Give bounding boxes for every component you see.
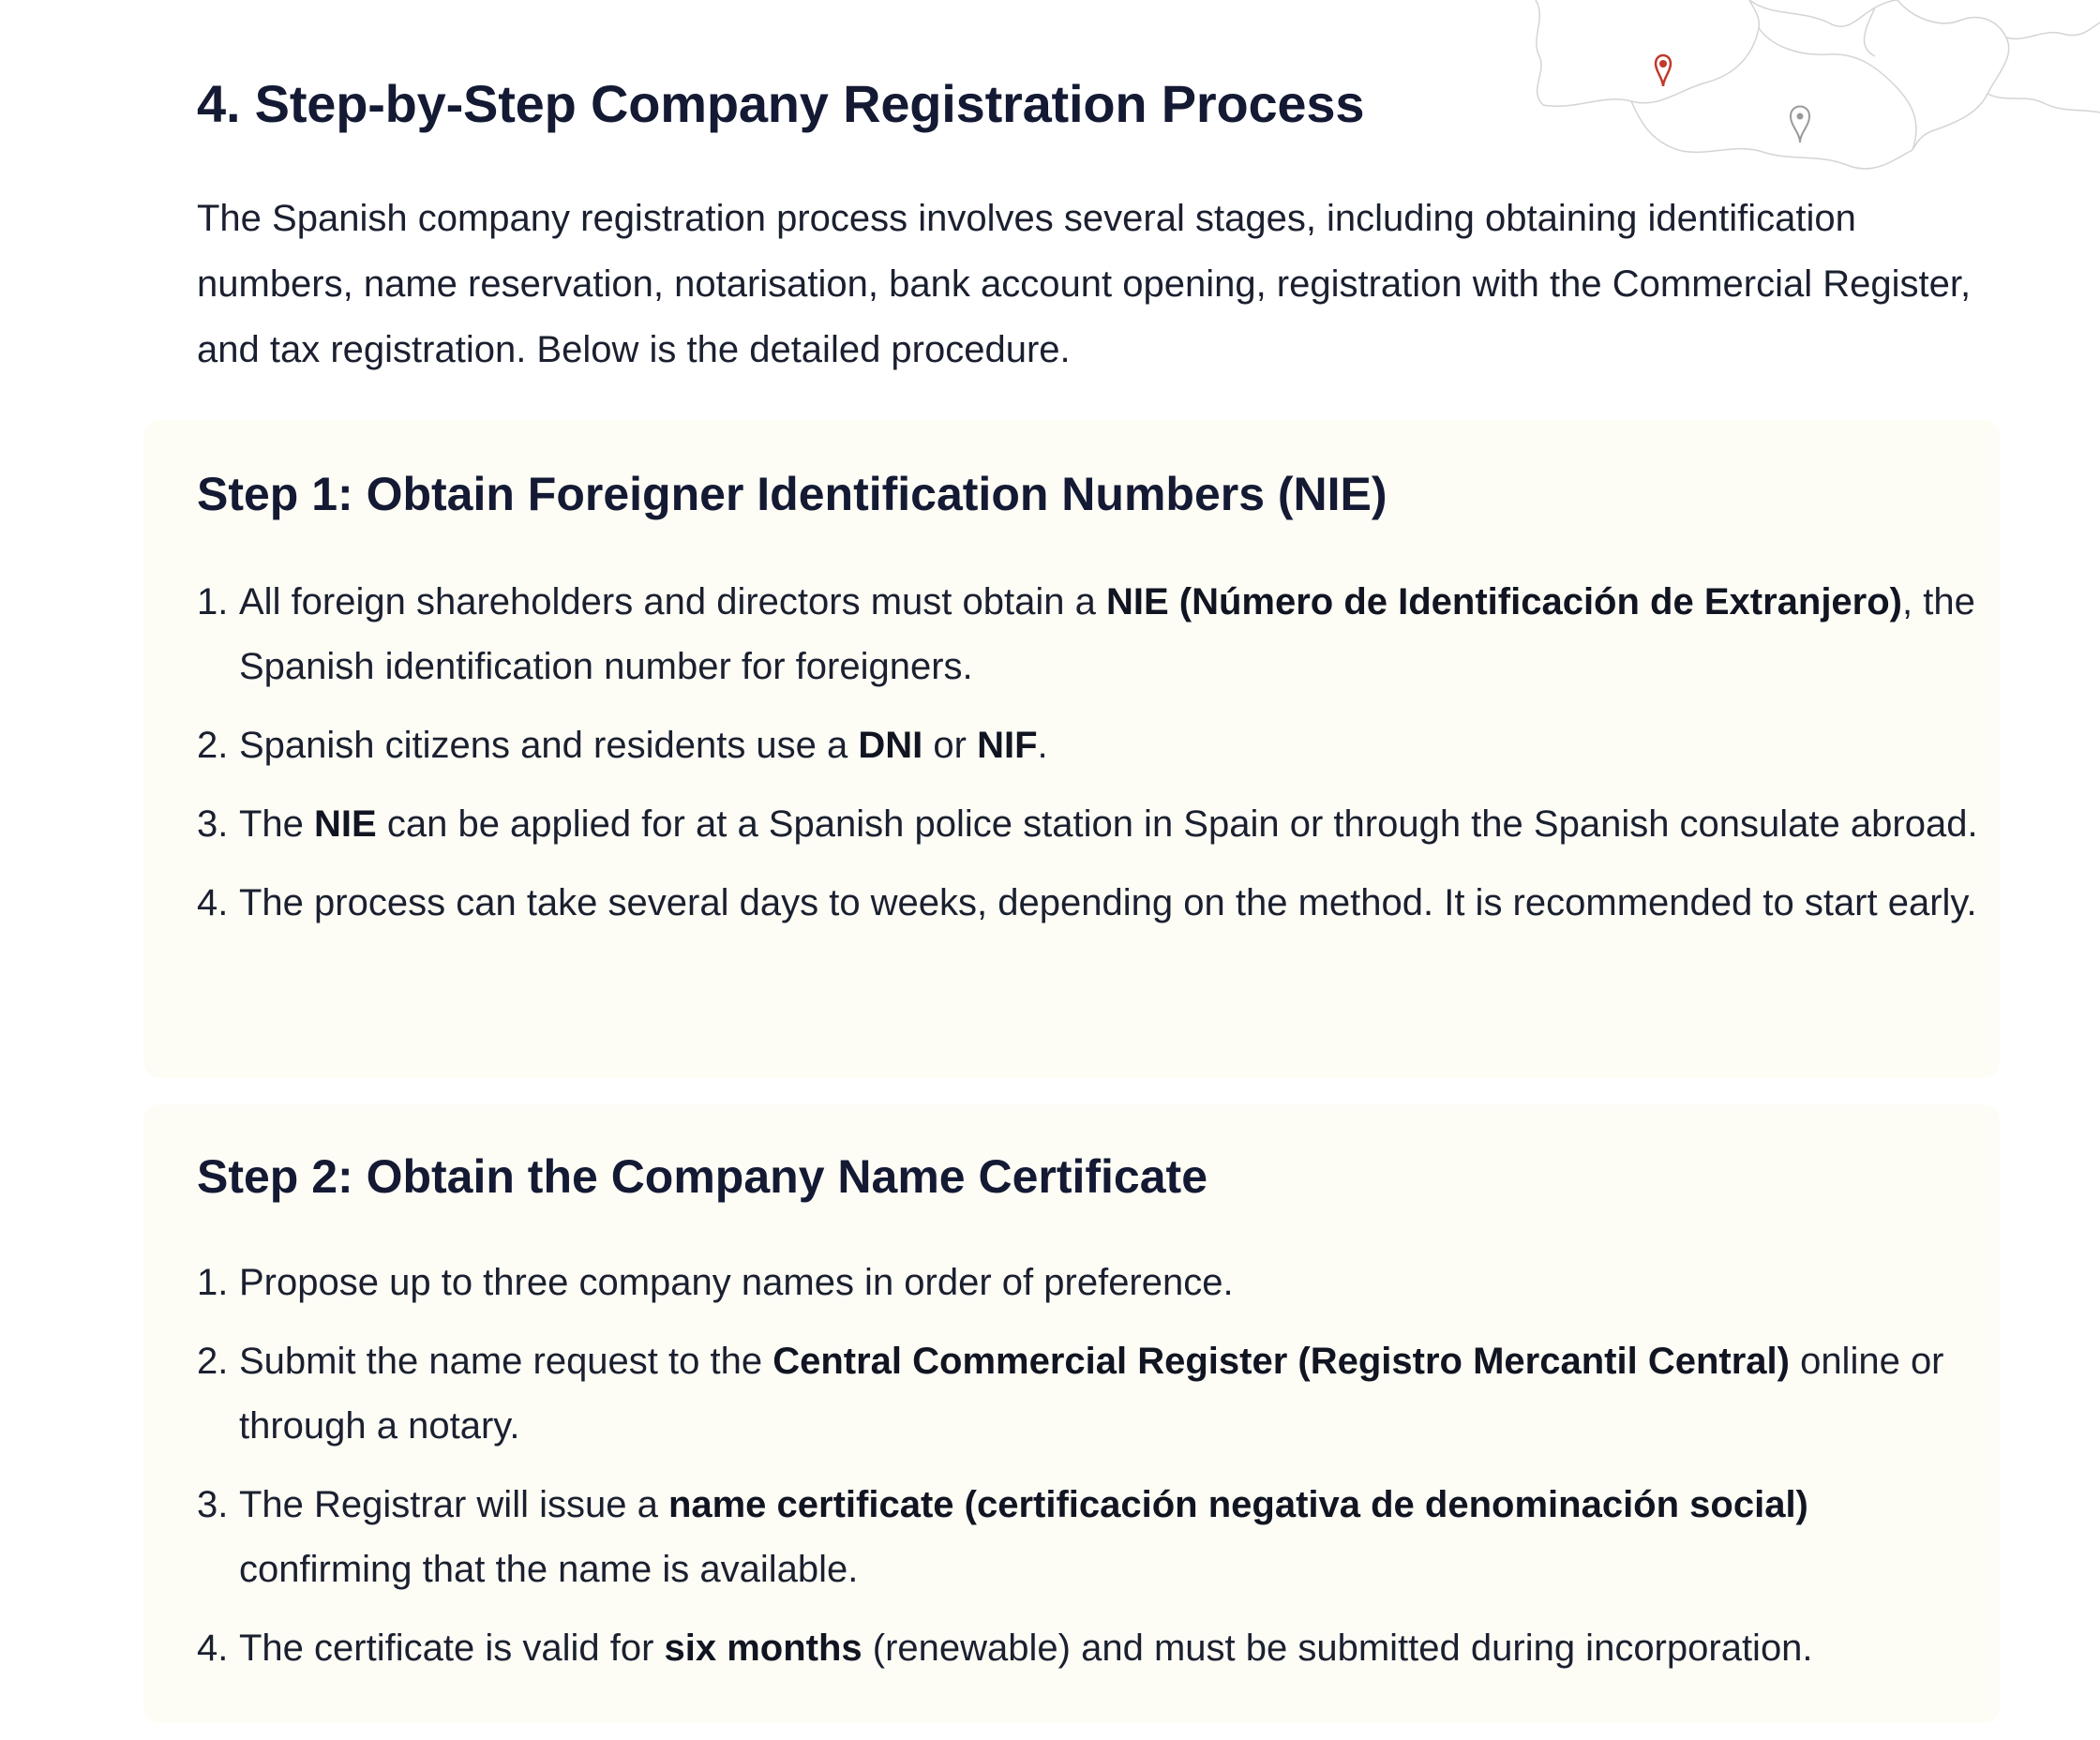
step-1-list xyxy=(197,570,1978,950)
list-number: 4. xyxy=(197,1628,229,1669)
item-text: or xyxy=(922,725,978,766)
list-number: 2. xyxy=(197,725,229,766)
step-2-list xyxy=(197,1251,1978,1695)
item-emphasis: six months xyxy=(664,1628,862,1669)
list-number: 3. xyxy=(197,803,229,845)
item-text: confirming that the name is available. xyxy=(239,1549,859,1590)
list-item xyxy=(197,713,1978,778)
list-item xyxy=(197,570,1978,699)
item-emphasis: NIE xyxy=(314,803,377,845)
list-item xyxy=(197,1329,1978,1459)
item-text: The Registrar will issue a xyxy=(239,1484,668,1525)
step-1-card xyxy=(143,420,2000,1078)
item-emphasis: Central Commercial Register (Registro Mercantil Central) xyxy=(772,1341,1790,1382)
map-pin-icon xyxy=(1656,55,1671,86)
item-text: . xyxy=(1037,725,1048,766)
item-text: The certificate is valid for xyxy=(239,1628,665,1669)
list-number: 1. xyxy=(197,581,229,622)
list-number: 1. xyxy=(197,1262,229,1303)
list-number: 2. xyxy=(197,1341,229,1382)
item-text: can be applied for at a Spanish police station in Spain or through the Spanish consulate abroad. xyxy=(376,803,1978,845)
step-2-card xyxy=(143,1104,2000,1723)
map-pin-icon xyxy=(1791,107,1809,143)
list-number: 4. xyxy=(197,882,229,923)
item-text: Submit the name request to the xyxy=(239,1341,773,1382)
list-number: 3. xyxy=(197,1484,229,1525)
step-1-title: Step 1: Obtain Foreigner Identification Numbers (NIE) xyxy=(197,468,1388,520)
list-item xyxy=(197,871,1978,936)
list-item xyxy=(197,1473,1978,1602)
item-text: The xyxy=(239,803,315,845)
item-text: online or through a notary. xyxy=(239,1341,1944,1447)
item-text: All foreign shareholders and directors must obtain a xyxy=(239,581,1106,622)
list-item xyxy=(197,1251,1978,1315)
step-2-title: Step 2: Obtain the Company Name Certificate xyxy=(197,1150,1208,1203)
section-title: 4. Step-by-Step Company Registration Process xyxy=(197,74,1365,133)
item-text: Spanish citizens and residents use a xyxy=(239,725,859,766)
list-item xyxy=(197,792,1978,857)
item-emphasis: name certificate (certificación negativa de denominación social) xyxy=(668,1484,1808,1525)
item-text: , the Spanish identification number for foreigners. xyxy=(239,581,1975,687)
item-emphasis: NIF xyxy=(977,725,1038,766)
item-emphasis: NIE (Número de Identificación de Extranjero) xyxy=(1105,581,1902,622)
item-text: Propose up to three company names in order of preference. xyxy=(239,1262,1234,1303)
section-intro: The Spanish company registration process involves several stages, including obtaining identification numbers, name reservation, notarisation, bank account opening, registration with the Commercial Register, and tax registration. Below is the detailed procedure. xyxy=(197,198,1972,370)
list-item xyxy=(197,1616,1978,1681)
item-text: The process can take several days to weeks, depending on the method. It is recommended to start early. xyxy=(239,882,1977,923)
item-text: (renewable) and must be submitted during incorporation. xyxy=(862,1628,1813,1669)
map-decoration xyxy=(1519,0,2100,188)
item-emphasis: DNI xyxy=(858,725,923,766)
